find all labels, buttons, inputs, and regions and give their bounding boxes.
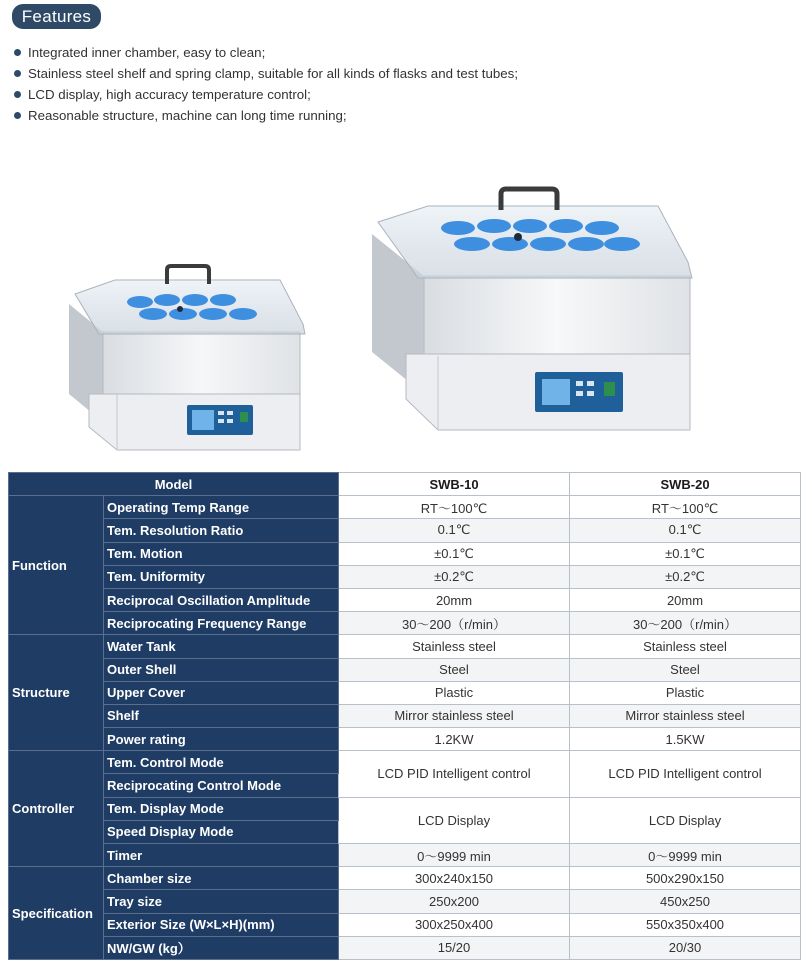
param-label: Tem. Motion [104,542,339,565]
value-cell: 30～200（r/min） [339,612,570,635]
model-header: Model [9,473,339,496]
feature-item: Reasonable structure, machine can long time running; [14,105,518,126]
value-cell: Mirror stainless steel [339,704,570,727]
value-cell: 0～9999 min [339,844,570,867]
value-cell: ±0.2℃ [339,565,570,588]
value-cell: 500x290x150 [570,867,801,890]
model-swb-20-header: SWB-20 [570,473,801,496]
value-cell: RT～100℃ [570,496,801,519]
value-cell: Stainless steel [339,635,570,658]
value-cell: ±0.1℃ [570,542,801,565]
param-label: Reciprocating Control Mode [104,774,339,797]
bullet-icon [14,91,21,98]
param-label: Timer [104,844,339,867]
value-cell: LCD Display [570,797,801,843]
feature-item: Integrated inner chamber, easy to clean; [14,42,518,63]
group-controller: Controller [9,751,104,867]
param-label: Tem. Control Mode [104,751,339,774]
features-badge: Features [12,4,101,29]
value-cell: Plastic [339,681,570,704]
param-label: Water Tank [104,635,339,658]
table-row [9,565,801,588]
table-row [9,751,801,774]
bullet-icon [14,49,21,56]
table-row [9,867,801,890]
value-cell: LCD PID Intelligent control [570,751,801,797]
value-cell: 300x250x400 [339,913,570,936]
table-row [9,588,801,611]
table-row [9,635,801,658]
value-cell: 1.2KW [339,728,570,751]
value-cell: Steel [570,658,801,681]
param-label: Power rating [104,728,339,751]
value-cell: 0.1℃ [339,519,570,542]
value-cell: 30～200（r/min） [570,612,801,635]
value-cell: LCD Display [339,797,570,843]
param-label: Shelf [104,704,339,727]
param-label: Tem. Display Mode [104,797,339,820]
feature-item: Stainless steel shelf and spring clamp, suitable for all kinds of flasks and test tubes; [14,63,518,84]
water-bath-large-image [358,184,703,434]
value-cell: Plastic [570,681,801,704]
table-row [9,519,801,542]
group-specification: Specification [9,867,104,960]
value-cell: 0～9999 min [570,844,801,867]
param-label: Outer Shell [104,658,339,681]
value-cell: 250x200 [339,890,570,913]
table-row [9,704,801,727]
param-label: Tem. Resolution Ratio [104,519,339,542]
table-header-row [9,473,801,496]
table-row [9,681,801,704]
value-cell: ±0.1℃ [339,542,570,565]
value-cell: Mirror stainless steel [570,704,801,727]
value-cell: 20/30 [570,936,801,959]
specification-table [8,472,801,960]
value-cell: LCD PID Intelligent control [339,751,570,797]
value-cell: 450x250 [570,890,801,913]
bullet-icon [14,112,21,119]
table-row [9,496,801,519]
table-row [9,728,801,751]
bullet-icon [14,70,21,77]
value-cell: 1.5KW [570,728,801,751]
table-row [9,913,801,936]
value-cell: RT～100℃ [339,496,570,519]
feature-list [14,42,518,126]
table-row [9,936,801,959]
value-cell: 300x240x150 [339,867,570,890]
param-label: Exterior Size (W×L×H)(mm) [104,913,339,936]
value-cell: ±0.2℃ [570,565,801,588]
param-label: Operating Temp Range [104,496,339,519]
param-label: Tray size [104,890,339,913]
param-label: Tem. Uniformity [104,565,339,588]
table-row [9,890,801,913]
table-row [9,797,801,820]
value-cell: 550x350x400 [570,913,801,936]
value-cell: 0.1℃ [570,519,801,542]
table-row [9,844,801,867]
value-cell: 20mm [570,588,801,611]
feature-item: LCD display, high accuracy temperature control; [14,84,518,105]
value-cell: 15/20 [339,936,570,959]
table-row [9,542,801,565]
table-row [9,658,801,681]
param-label: Speed Display Mode [104,820,339,843]
water-bath-small-image [55,262,310,457]
model-swb-10-header: SWB-10 [339,473,570,496]
group-function: Function [9,496,104,635]
param-label: Upper Cover [104,681,339,704]
value-cell: 20mm [339,588,570,611]
value-cell: Stainless steel [570,635,801,658]
param-label: NW/GW (kg） [104,936,339,959]
table-row [9,612,801,635]
param-label: Reciprocating Frequency Range [104,612,339,635]
value-cell: Steel [339,658,570,681]
group-structure: Structure [9,635,104,751]
param-label: Chamber size [104,867,339,890]
param-label: Reciprocal Oscillation Amplitude [104,588,339,611]
